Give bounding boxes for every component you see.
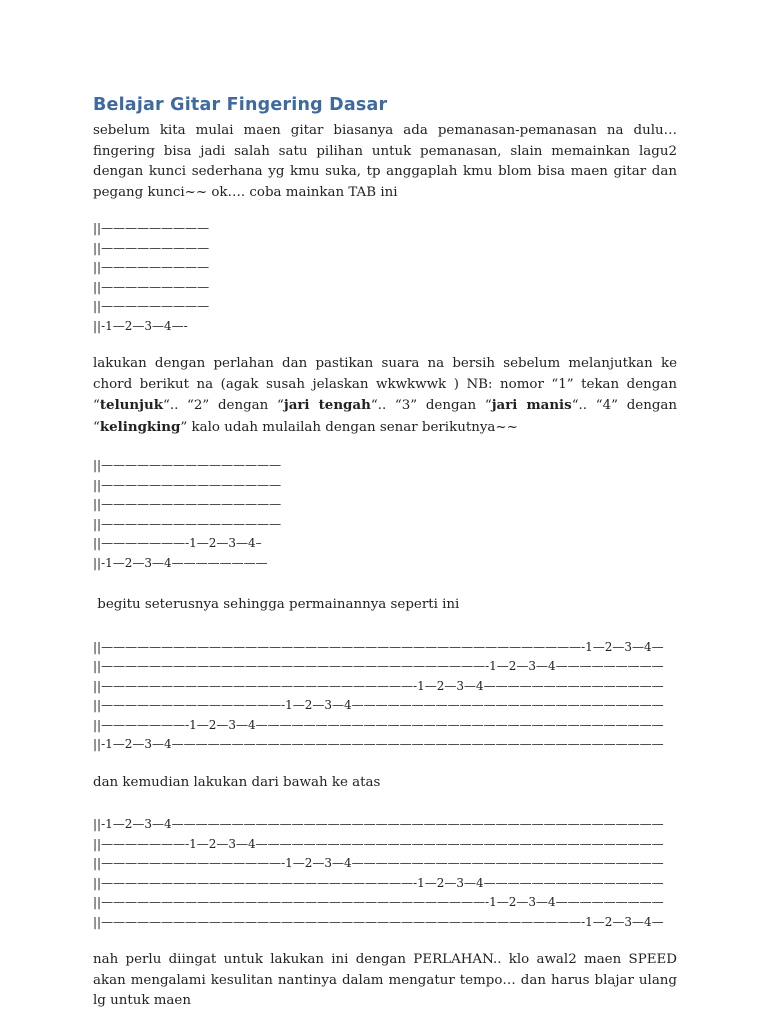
tab-block-3 (93, 638, 677, 755)
tab-line: ||————————— (93, 299, 210, 313)
tab-line: ||————————— (93, 260, 210, 274)
document-page (93, 95, 677, 1012)
text-segment: “.. “4” dengan “ (93, 398, 677, 435)
tab-line: ||——————————————————————————-1—2—3—4——————————————— (93, 678, 664, 693)
tab-block-1 (93, 219, 677, 336)
text-segment: “.. “2” dengan “ (162, 398, 284, 413)
bold-finger-kelingking: kelingking (99, 418, 181, 435)
tab-line: ||——————————————— (93, 497, 282, 511)
text-segment: ” kalo udah mulailah dengan senar berikutnya~~ (180, 419, 518, 435)
text-segment: lakukan dengan perlahan dan pastikan suara na bersih sebelum melanjutkan ke chord berikut na (agak susah jelaskan wkwkwwk ) NB: nomor “1” tekan dengan “ (93, 356, 677, 413)
bold-finger-jari-manis: jari manis (491, 397, 572, 413)
tab-line: ||-1—2—3—4————————————————————————————————————————— (93, 817, 664, 831)
tab-line: ||————————————————————————————————-1—2—3—4————————— (93, 895, 664, 909)
tab-line: ||————————— (93, 279, 210, 294)
tab-line: ||——————————————————————————-1—2—3—4——————————————— (93, 875, 664, 890)
tab-line: ||——————————————— (93, 458, 282, 472)
tab-block-4 (93, 815, 677, 932)
sequence-paragraph: begitu seterusnya sehingga permainannya seperti ini (93, 597, 460, 612)
tab-line: ||————————————————————————————————————————-1—2—3—4— (93, 639, 664, 654)
tab-line: ||———————————————-1—2—3—4—————————————————————————— (93, 698, 664, 712)
tab-block-2 (93, 456, 677, 573)
tab-line: ||————————————————————————————————————————-1—2—3—4— (93, 914, 664, 929)
tab-line: ||-1—2—3—4—- (93, 318, 188, 333)
tab-line: ||————————————————————————————————-1—2—3—4————————— (93, 659, 664, 673)
tab-line: ||———————————————-1—2—3—4—————————————————————————— (93, 856, 664, 870)
tab-line: ||———————-1—2—3—4—————————————————————————————————— (93, 836, 664, 851)
reverse-paragraph: dan kemudian lakukan dari bawah ke atas (93, 774, 381, 790)
tab-line: ||———————-1—2—3—4—————————————————————————————————— (93, 717, 664, 732)
tab-line: ||———————-1—2—3—4– (93, 536, 262, 550)
bold-finger-jari-tengah: jari tengah (283, 397, 371, 413)
closing-paragraph: nah perlu diingat untuk lakukan ini dengan PERLAHAN.. klo awal2 maen SPEED akan mengalami kesulitan nantinya dalam mengatur tempo… dan harus blajar ulang lg untuk maen (93, 952, 677, 1008)
tab-line: ||-1—2—3—4————————————————————————————————————————— (93, 737, 664, 751)
tab-line: ||————————— (93, 240, 210, 255)
tab-line: ||————————— (93, 221, 210, 235)
page-title: Belajar Gitar Fingering Dasar (93, 95, 388, 115)
bold-finger-telunjuk: telunjuk (99, 397, 163, 413)
text-segment: “.. “3” dengan “ (370, 398, 492, 413)
instruction-paragraph (93, 354, 677, 438)
tab-line: ||——————————————— (93, 516, 282, 531)
tab-line: ||——————————————— (93, 477, 282, 492)
intro-paragraph: sebelum kita mulai maen gitar biasanya ada pemanasan-pemanasan na dulu… fingering bisa jadi salah satu pilihan untuk pemanasan, slain memainkan lagu2 dengan kunci sederhana yg kmu suka, tp anggaplah kmu blom bisa maen gitar dan pegang kunci~~ ok…. coba mainkan TAB ini (93, 123, 677, 200)
tab-line: ||-1—2—3—4———————— (93, 555, 268, 570)
